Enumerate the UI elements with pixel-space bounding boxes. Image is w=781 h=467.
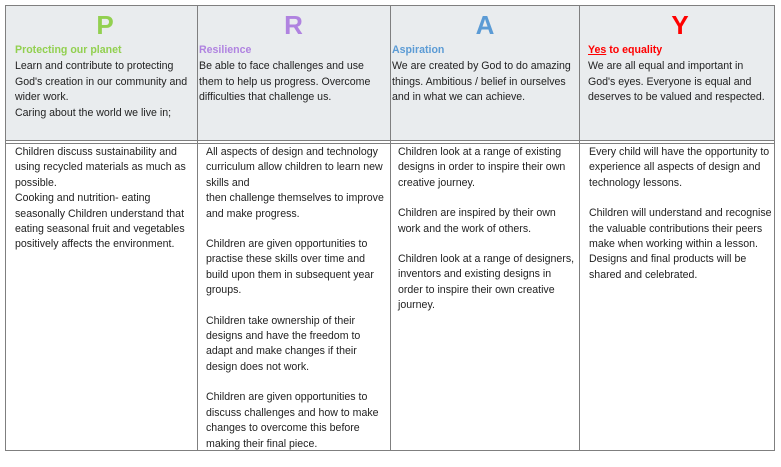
body-paragraph: Children discuss sustainability and using recycled materials as much as possible. Cooking and nutrition- eating seasonally Children understand that eating seasonal fruit and vegetables positively affects the environment. [15,146,186,251]
prays-table [5,5,775,451]
body-cell-aspiration [398,145,578,329]
header-text-protecting: Learn and contribute to protecting God's creation in our community and wider work. Caring about the world we live in; [15,60,188,119]
column-divider [579,6,580,450]
body-cell-resilience [206,145,387,467]
header-text-resilience: Be able to face challenges and use them to help us progress. Overcome difficulties that challenge us. [199,60,371,104]
header-text-equality: We are all equal and important in God's eyes. Everyone is equal and deserves to be valued and respected. [588,60,765,104]
body-paragraph: Children will understand and recognise the valuable contributions their peers make when working within a lesson. Designs and final products will be shared and celebrated. [589,207,772,281]
subtitle-yes: Yes [588,44,607,56]
body-paragraph: Children look at a range of designers, inventors and existing designs in order to inspire their own creative journey. [398,253,575,312]
body-paragraph: All aspects of design and technology curriculum allow children to learn new skills and then challenge themselves to improve and make progress. [206,146,384,220]
row-divider [6,140,774,141]
header-cell-protecting [15,6,195,121]
body-paragraph: Children take ownership of their designs and have the freedom to adapt and make changes if their design does not work. [206,314,361,373]
row-divider [6,143,774,144]
letter-r: R [284,10,303,40]
header-cell-equality [588,6,772,106]
body-paragraph: Children look at a range of existing designs in order to inspire their own creative journey. [398,146,566,189]
subtitle-aspiration: Aspiration [392,44,445,56]
subtitle-to-equality: to equality [606,44,663,56]
body-paragraph: Children are given opportunities to practise these skills over time and build upon them in subsequent year groups. [206,238,374,297]
header-text-aspiration: We are created by God to do amazing things. Ambitious / belief in ourselves and in what we can achieve. [392,60,571,104]
letter-y: Y [671,10,689,40]
column-divider [197,6,198,450]
body-cell-equality [589,145,773,298]
header-cell-aspiration [392,6,578,106]
letter-a: A [475,10,495,40]
subtitle-resilience: Resilience [199,44,252,56]
body-cell-protecting [15,145,195,268]
body-paragraph: Every child will have the opportunity to experience all aspects of design and technology lessons. [589,146,770,189]
header-cell-resilience [199,6,388,106]
column-divider [390,6,391,450]
body-paragraph: Children are inspired by their own work and the work of others. [398,207,556,235]
subtitle-equality [588,43,772,58]
subtitle-protecting: Protecting our planet [15,44,122,56]
body-paragraph: Children are given opportunities to discuss challenges and how to make changes to overcome this before making their final piece. [206,391,379,450]
letter-p: P [96,10,114,40]
